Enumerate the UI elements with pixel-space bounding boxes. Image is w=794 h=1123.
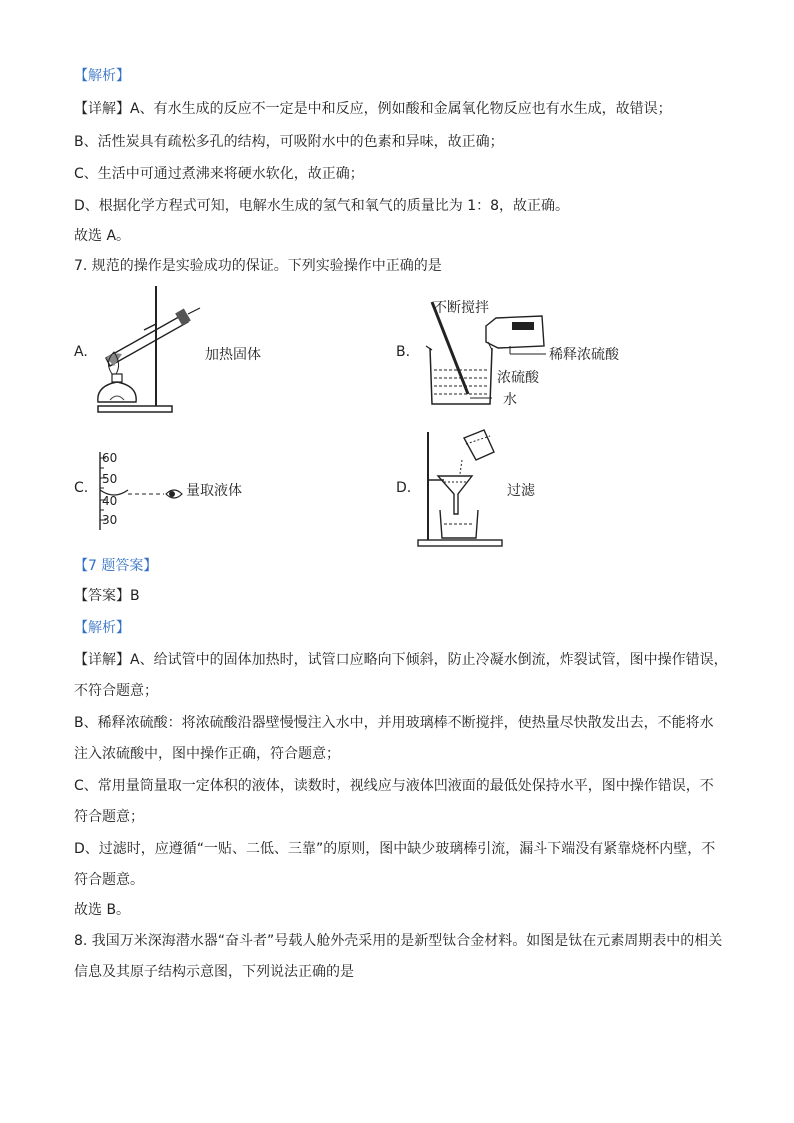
option-b-stir-label: 不断搅拌 — [433, 300, 489, 316]
choice-line: 故选 A。 — [74, 228, 131, 244]
option-a-letter: A. — [74, 344, 88, 360]
detail-line: D、过滤时，应遵循“一贴、二低、三靠”的原则，图中缺少玻璃棒引流，漏斗下端没有紧靠烧杯内壁，不 — [74, 841, 716, 857]
answer-line: 【答案】B — [74, 588, 140, 604]
detail-line: C、常用量筒量取一定体积的液体，读数时，视线应与液体凹液面的最低处保持水平，图中操作错误，不 — [74, 778, 714, 794]
question-7-stem: 7. 规范的操作是实验成功的保证。下列实验操作中正确的是 — [74, 258, 442, 274]
question-8-stem: 信息及其原子结构示意图，下列说法正确的是 — [74, 964, 354, 980]
answer-heading: 【7 题答案】 — [74, 558, 158, 574]
option-d-letter: D. — [396, 480, 412, 496]
detail-line: B、活性炭具有疏松多孔的结构，可吸附水中的色素和异味，故正确； — [74, 134, 504, 150]
question-8-stem: 8. 我国万米深海潜水器“奋斗者”号载人舱外壳采用的是新型钛合金材料。如图是钛在元素周期表中的相关 — [74, 933, 723, 949]
detail-line: 【详解】A、给试管中的固体加热时，试管口应略向下倾斜，防止冷凝水倒流，炸裂试管，图中操作错误， — [74, 652, 728, 668]
choice-line: 故选 B。 — [74, 902, 131, 918]
option-c-letter: C. — [74, 480, 89, 496]
detail-line: 符合题意； — [74, 809, 144, 825]
tick-label: 60 — [102, 451, 118, 465]
option-b-letter: B. — [396, 344, 411, 360]
option-b-water-label: 水 — [503, 392, 517, 408]
filtration-figure — [414, 424, 504, 548]
detail-line: 注入浓硫酸中，图中操作正确，符合题意； — [74, 746, 340, 762]
detail-line: 不符合题意； — [74, 683, 158, 699]
detail-line: 符合题意。 — [74, 872, 144, 888]
option-d-caption: 过滤 — [507, 483, 535, 499]
detail-line: D、根据化学方程式可知，电解水生成的氢气和氧气的质量比为 1：8，故正确。 — [74, 198, 570, 214]
detail-line: 【详解】A、有水生成的反应不一定是中和反应，例如酸和金属氧化物反应也有水生成，故错误； — [74, 101, 672, 117]
option-a-caption: 加热固体 — [205, 347, 261, 363]
option-c-caption: 量取液体 — [186, 483, 242, 499]
tick-label: 40 — [102, 494, 118, 508]
option-b-acid-label: 浓硫酸 — [497, 370, 539, 386]
detail-line: C、生活中可通过煮沸来将硬水软化，故正确； — [74, 166, 364, 182]
option-b-caption: 稀释浓硫酸 — [549, 347, 619, 363]
tick-label: 30 — [102, 513, 118, 527]
analysis-heading: 【解析】 — [74, 620, 130, 636]
detail-line: B、稀释浓硫酸：将浓硫酸沿器壁慢慢注入水中，并用玻璃棒不断搅拌，使热量尽快散发出去，不能将水 — [74, 715, 714, 731]
heating-solid-figure — [92, 282, 202, 414]
analysis-heading: 【解析】 — [74, 68, 130, 84]
tick-label: 50 — [102, 472, 118, 486]
